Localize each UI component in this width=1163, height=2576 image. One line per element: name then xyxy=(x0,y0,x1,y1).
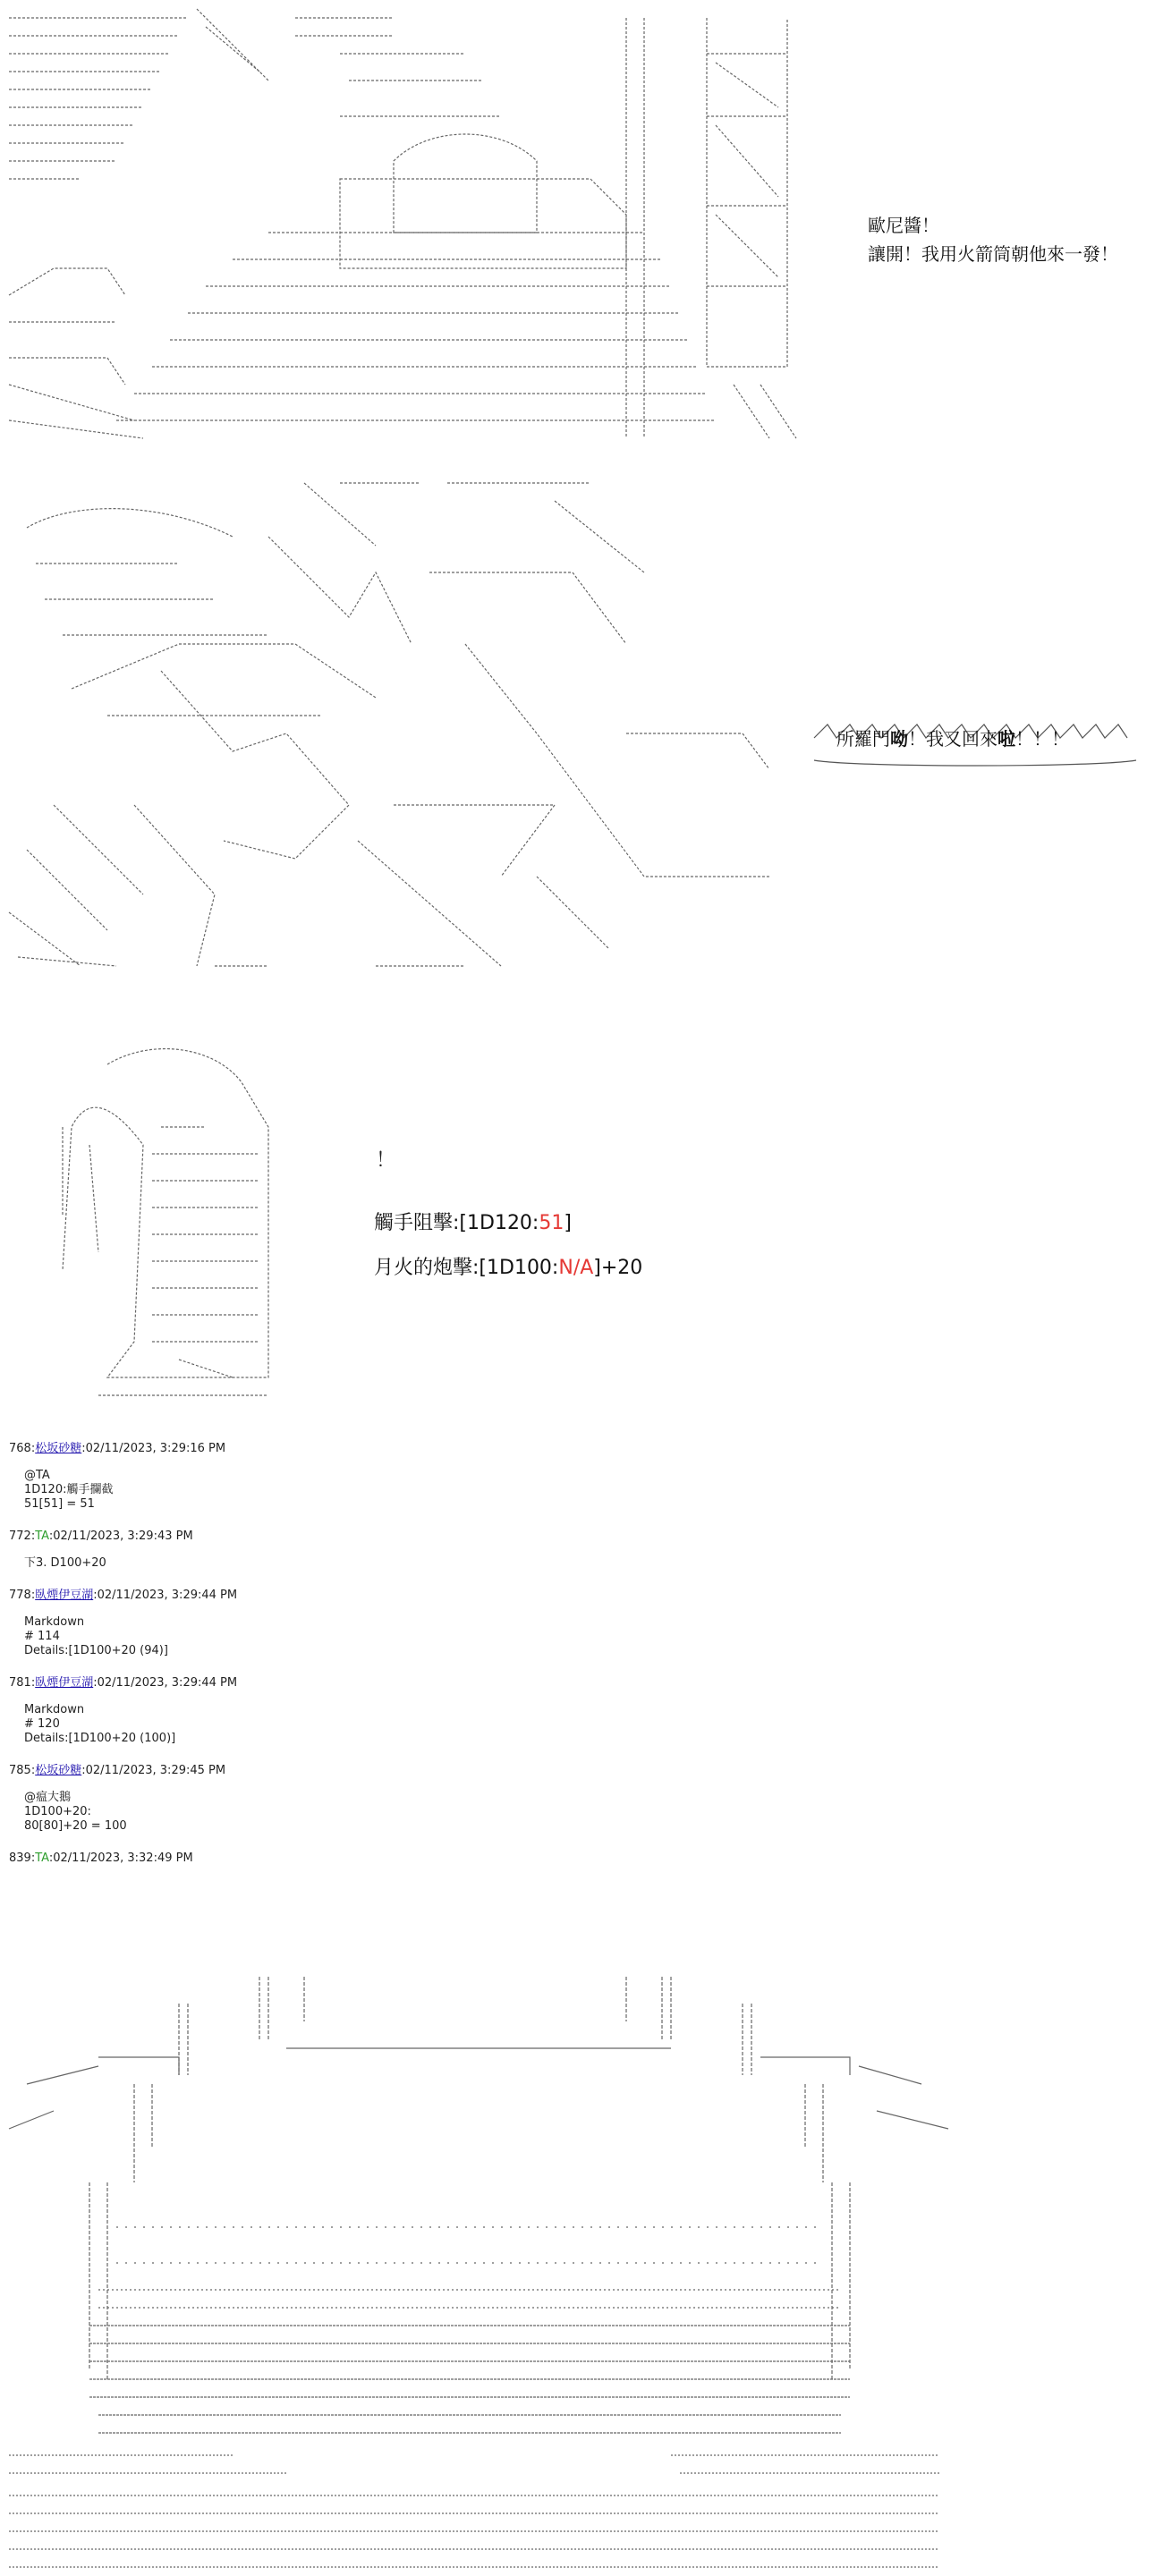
post-body xyxy=(0,1556,1163,1571)
post-header xyxy=(0,1676,1163,1690)
post-body xyxy=(0,1469,1163,1512)
shout-text xyxy=(836,724,1069,750)
roll-tentacle-label: 觸手阻擊: xyxy=(374,1212,460,1234)
post-number: 772: xyxy=(9,1530,36,1543)
post-778 xyxy=(0,1589,1163,1658)
ascii-art-stalk xyxy=(0,1038,304,1413)
post-line: 1D120:觸手攔截 xyxy=(24,1483,114,1496)
post-number: 781: xyxy=(9,1676,36,1690)
post-number: 778: xyxy=(9,1589,36,1602)
roll-cannon-close: ] xyxy=(593,1257,601,1279)
speech-line-1: 歐尼醬！ xyxy=(868,215,939,236)
post-number: 839: xyxy=(9,1852,36,1865)
reply-log xyxy=(0,1442,1163,1884)
shout-prefix: 所羅門 xyxy=(836,728,890,750)
post-number: 768: xyxy=(9,1442,36,1455)
poster-name-link[interactable]: 松坂砂糖 xyxy=(35,1442,82,1455)
post-time: :02/11/2023, 3:29:16 PM xyxy=(81,1442,226,1455)
post-time: :02/11/2023, 3:29:45 PM xyxy=(81,1764,226,1777)
shout-suffix: ！！！ xyxy=(1015,728,1069,750)
post-header xyxy=(0,1764,1163,1778)
poster-name-link[interactable]: 臥煙伊豆湖 xyxy=(35,1676,94,1690)
roll-tentacle xyxy=(374,1208,572,1235)
roll-cannon-bonus: +20 xyxy=(600,1257,643,1279)
shout-middle: ！我又回來 xyxy=(908,728,997,750)
post-header xyxy=(0,1530,1163,1544)
panel-arena-scene xyxy=(0,1968,1163,2576)
roll-cannon-open: [1D100: xyxy=(479,1257,559,1279)
poster-name-link[interactable]: 臥煙伊豆湖 xyxy=(35,1589,94,1602)
speech-bubble xyxy=(868,211,1118,268)
post-body xyxy=(0,1615,1163,1658)
post-number: 785: xyxy=(9,1764,36,1777)
roll-cannon-value: N/A xyxy=(558,1257,594,1279)
roll-cannon-label: 月火的炮擊: xyxy=(374,1257,480,1279)
panel-room-scene xyxy=(0,0,1163,447)
poster-name-ta: TA xyxy=(35,1530,49,1543)
post-line: Markdown xyxy=(24,1615,85,1629)
post-line: 80[80]+20 = 100 xyxy=(24,1819,127,1833)
roll-tentacle-value: 51 xyxy=(539,1212,565,1234)
post-time: :02/11/2023, 3:29:44 PM xyxy=(93,1676,238,1690)
poster-name-link[interactable]: 松坂砂糖 xyxy=(35,1764,82,1777)
post-line: @瘟大鵝 xyxy=(24,1791,72,1804)
post-line: 1D100+20: xyxy=(24,1805,91,1818)
exclamation: ！ xyxy=(376,1149,396,1172)
post-line: Markdown xyxy=(24,1703,85,1716)
post-header xyxy=(0,1589,1163,1603)
post-header xyxy=(0,1852,1163,1866)
poster-name-ta: TA xyxy=(35,1852,49,1865)
shout-emphasis-2: 啦 xyxy=(997,728,1015,750)
post-line: Details:[1D100+20 (94)] xyxy=(24,1644,168,1657)
post-line: # 114 xyxy=(24,1630,60,1643)
post-781 xyxy=(0,1676,1163,1746)
post-839 xyxy=(0,1852,1163,1866)
post-772 xyxy=(0,1530,1163,1571)
post-line: @TA xyxy=(24,1469,50,1482)
ascii-art-arena xyxy=(0,1968,1163,2576)
post-line: 下3. D100+20 xyxy=(24,1556,106,1570)
post-line: 51[51] = 51 xyxy=(24,1497,95,1511)
panel-shout-scene xyxy=(0,465,1163,993)
roll-tentacle-close: ] xyxy=(564,1212,572,1234)
shout-emphasis-1: 呦 xyxy=(890,728,908,750)
post-body xyxy=(0,1703,1163,1746)
post-line: # 120 xyxy=(24,1717,60,1731)
post-time: :02/11/2023, 3:29:43 PM xyxy=(48,1530,193,1543)
ascii-art-character xyxy=(0,465,805,993)
roll-cannon xyxy=(374,1252,642,1280)
post-body xyxy=(0,1791,1163,1834)
post-768 xyxy=(0,1442,1163,1512)
post-line: Details:[1D100+20 (100)] xyxy=(24,1732,176,1745)
post-time: :02/11/2023, 3:29:44 PM xyxy=(93,1589,238,1602)
post-time: :02/11/2023, 3:32:49 PM xyxy=(48,1852,193,1865)
ascii-art-room xyxy=(0,0,805,447)
panel-dice-scene xyxy=(0,1038,1163,1413)
post-785 xyxy=(0,1764,1163,1834)
speech-line-2: 讓開！我用火箭筒朝他來一發！ xyxy=(868,243,1118,265)
post-header xyxy=(0,1442,1163,1456)
roll-tentacle-open: [1D120: xyxy=(459,1212,539,1234)
